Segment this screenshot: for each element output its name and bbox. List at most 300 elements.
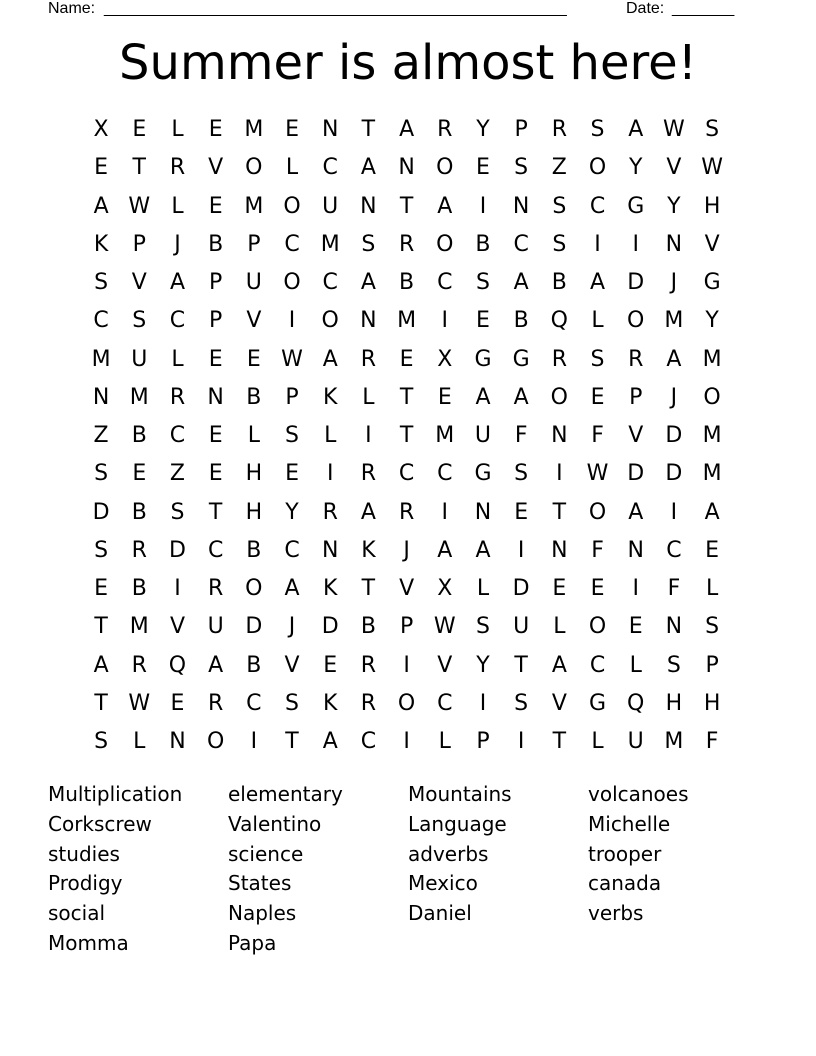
grid-letter[interactable]: N	[474, 499, 492, 525]
grid-letter[interactable]: L	[629, 652, 642, 678]
grid-letter[interactable]: K	[323, 690, 338, 716]
grid-letter[interactable]: B	[131, 499, 147, 525]
grid-letter[interactable]: B	[399, 270, 415, 295]
grid-letter[interactable]: P	[132, 231, 146, 257]
grid-letter[interactable]: R	[398, 231, 415, 257]
grid-letter[interactable]: Y	[628, 155, 643, 181]
grid-letter[interactable]: S	[475, 614, 490, 640]
grid-letter[interactable]: L	[133, 729, 146, 754]
grid-letter[interactable]: T	[94, 690, 108, 716]
grid-letter[interactable]: I	[517, 729, 525, 754]
grid-letter[interactable]: A	[360, 155, 376, 181]
word-list-item: Mexico	[408, 871, 478, 896]
grid-letter[interactable]: H	[245, 499, 263, 525]
grid-letter[interactable]: C	[437, 461, 453, 487]
grid-letter[interactable]: A	[628, 499, 644, 525]
grid-letter[interactable]: X	[437, 576, 453, 601]
grid-letter[interactable]: J	[403, 537, 410, 563]
word-list-item	[588, 929, 768, 959]
grid-letter[interactable]: W	[128, 690, 151, 716]
grid-letter[interactable]: O	[245, 155, 263, 181]
grid-letter[interactable]: E	[285, 117, 299, 142]
grid-letter[interactable]: S	[514, 155, 529, 181]
grid-letter[interactable]: A	[551, 652, 567, 678]
word-list-item: Language	[408, 811, 507, 836]
grid-letter[interactable]: T	[399, 193, 414, 219]
grid-letter[interactable]: O	[703, 384, 721, 410]
grid-letter[interactable]: E	[94, 155, 109, 181]
grid-letter[interactable]: O	[627, 308, 645, 334]
grid-letter[interactable]: R	[360, 346, 377, 372]
grid-letter[interactable]: E	[628, 614, 643, 640]
grid-letter[interactable]: R	[169, 155, 186, 181]
grid-letter[interactable]: C	[589, 193, 606, 219]
grid-letter[interactable]: T	[285, 729, 299, 754]
grid-letter[interactable]: U	[207, 614, 224, 640]
grid-letter[interactable]: I	[441, 308, 449, 334]
grid-letter[interactable]: A	[284, 576, 300, 601]
grid-letter[interactable]: O	[550, 384, 568, 410]
grid-letter[interactable]: L	[285, 155, 299, 181]
grid-letter[interactable]: E	[590, 576, 605, 601]
grid-letter[interactable]: O	[436, 155, 454, 181]
grid-letter[interactable]: T	[361, 117, 376, 142]
grid-letter[interactable]: I	[479, 193, 487, 219]
grid-letter[interactable]: T	[552, 499, 567, 525]
grid-letter[interactable]: V	[131, 270, 147, 295]
grid-letter[interactable]: T	[94, 614, 108, 640]
grid-letter[interactable]: N	[627, 537, 644, 563]
grid-letter[interactable]: P	[247, 231, 261, 257]
grid-letter[interactable]: F	[705, 729, 719, 754]
grid-letter[interactable]: S	[590, 346, 605, 372]
grid-letter[interactable]: W	[281, 346, 303, 372]
grid-letter[interactable]: T	[399, 423, 414, 448]
grid-letter[interactable]: E	[132, 117, 147, 142]
grid-letter[interactable]: E	[208, 117, 223, 142]
grid-letter[interactable]: K	[323, 576, 338, 601]
grid-letter[interactable]: D	[665, 461, 683, 487]
grid-letter[interactable]: L	[171, 193, 184, 219]
grid-letter[interactable]: C	[207, 537, 224, 563]
grid-letter[interactable]: T	[361, 576, 376, 601]
grid-letter[interactable]: T	[514, 652, 528, 678]
grid-letter[interactable]: O	[321, 308, 339, 334]
grid-letter[interactable]: N	[665, 614, 683, 640]
grid-letter[interactable]: N	[398, 155, 415, 181]
grid-letter[interactable]: S	[285, 690, 300, 716]
grid-letter[interactable]: E	[170, 690, 185, 716]
grid-letter[interactable]: E	[208, 193, 223, 219]
grid-letter[interactable]: C	[169, 308, 186, 334]
grid-letter[interactable]: P	[705, 652, 719, 678]
grid-letter[interactable]: L	[591, 308, 604, 334]
grid-letter[interactable]: M	[129, 384, 149, 410]
grid-letter[interactable]: F	[667, 576, 681, 601]
grid-letter[interactable]: M	[91, 346, 111, 372]
grid-letter[interactable]: S	[590, 117, 605, 142]
grid-letter[interactable]: P	[209, 308, 223, 334]
grid-letter[interactable]: F	[591, 537, 604, 563]
grid-letter[interactable]: I	[174, 576, 181, 601]
grid-letter[interactable]: A	[475, 537, 491, 563]
grid-letter[interactable]: V	[169, 614, 185, 640]
grid-letter[interactable]: M	[664, 729, 684, 754]
grid-letter[interactable]: G	[589, 690, 607, 716]
grid-letter[interactable]: L	[324, 423, 337, 448]
grid-letter[interactable]: S	[94, 461, 109, 487]
grid-letter[interactable]: A	[93, 193, 109, 219]
grid-letter[interactable]: N	[512, 193, 530, 219]
grid-letter[interactable]: F	[591, 423, 604, 448]
grid-letter[interactable]: V	[399, 576, 415, 601]
grid-letter[interactable]: P	[476, 729, 490, 754]
grid-letter[interactable]: E	[208, 346, 223, 372]
grid-letter[interactable]: U	[627, 729, 644, 754]
grid-letter[interactable]: O	[245, 576, 263, 601]
grid-letter[interactable]: A	[437, 193, 453, 219]
grid-letter[interactable]: P	[629, 384, 643, 410]
grid-letter[interactable]: H	[245, 461, 263, 487]
grid-letter[interactable]: E	[323, 652, 338, 678]
grid-letter[interactable]: S	[552, 193, 567, 219]
grid-letter[interactable]: R	[169, 384, 186, 410]
grid-letter[interactable]: E	[476, 155, 490, 181]
grid-letter[interactable]: S	[170, 499, 185, 525]
grid-letter[interactable]: X	[93, 117, 109, 142]
grid-letter[interactable]: R	[131, 537, 147, 563]
grid-letter[interactable]: I	[403, 652, 410, 678]
word-list-item: Corkscrew	[48, 811, 152, 836]
grid-letter[interactable]: S	[514, 690, 529, 716]
grid-letter[interactable]: P	[209, 270, 223, 295]
grid-letter[interactable]: I	[594, 231, 601, 257]
grid-letter[interactable]: D	[627, 270, 645, 295]
grid-letter[interactable]: N	[360, 308, 377, 334]
grid-letter[interactable]: A	[360, 499, 376, 525]
grid-letter[interactable]: J	[288, 614, 296, 640]
grid-letter[interactable]: A	[322, 346, 338, 372]
grid-letter[interactable]: I	[670, 499, 678, 525]
grid-letter[interactable]: I	[441, 499, 449, 525]
grid-letter[interactable]: R	[628, 346, 644, 372]
grid-letter[interactable]: Y	[285, 499, 299, 525]
grid-letter[interactable]: L	[247, 423, 260, 448]
grid-letter[interactable]: G	[474, 461, 492, 487]
grid-letter[interactable]: N	[169, 729, 186, 754]
grid-letter[interactable]: B	[475, 231, 491, 257]
grid-letter[interactable]: K	[323, 384, 338, 410]
grid-letter[interactable]: I	[517, 537, 525, 563]
grid-letter[interactable]: S	[94, 270, 109, 295]
grid-letter[interactable]: N	[321, 117, 339, 142]
grid-letter[interactable]: C	[360, 729, 377, 754]
grid-letter[interactable]: T	[132, 155, 146, 181]
grid-letter[interactable]: A	[704, 499, 720, 525]
grid-letter[interactable]: H	[703, 193, 721, 219]
grid-letter[interactable]: B	[131, 576, 147, 601]
word-list-item: Michelle	[588, 811, 671, 836]
grid-letter[interactable]: N	[92, 384, 110, 410]
grid-letter[interactable]: C	[322, 155, 338, 181]
grid-letter[interactable]: E	[399, 346, 414, 372]
grid-letter[interactable]: I	[288, 308, 296, 334]
grid-letter[interactable]: C	[589, 652, 606, 678]
grid-letter[interactable]: Y	[476, 117, 490, 142]
grid-letter[interactable]: V	[551, 690, 567, 716]
grid-letter[interactable]: U	[131, 346, 148, 372]
grid-letter[interactable]: K	[361, 537, 376, 563]
grid-letter[interactable]: V	[628, 423, 644, 448]
grid-letter[interactable]: N	[665, 231, 683, 257]
word-list-item: States	[228, 871, 292, 896]
grid-letter[interactable]: C	[246, 690, 262, 716]
grid-letter[interactable]: B	[513, 308, 529, 334]
word-list-item	[408, 929, 588, 959]
grid-letter[interactable]: E	[208, 423, 223, 448]
grid-letter[interactable]: A	[628, 117, 644, 142]
grid-letter[interactable]: V	[437, 652, 453, 678]
grid-letter[interactable]: R	[551, 346, 567, 372]
grid-letter[interactable]: Y	[705, 308, 719, 334]
grid-letter[interactable]: S	[94, 729, 109, 754]
grid-letter[interactable]: L	[171, 117, 184, 142]
grid-letter[interactable]: D	[245, 614, 263, 640]
name-label: Name:	[48, 0, 96, 17]
grid-letter[interactable]: O	[397, 690, 416, 716]
grid-letter[interactable]: T	[208, 499, 223, 525]
grid-letter[interactable]: M	[702, 461, 722, 487]
grid-letter[interactable]: S	[705, 117, 720, 142]
grid-letter[interactable]: A	[93, 652, 109, 678]
grid-letter[interactable]: C	[284, 231, 300, 257]
grid-letter[interactable]: P	[285, 384, 299, 410]
grid-letter[interactable]: M	[129, 614, 149, 640]
grid-letter[interactable]: C	[93, 308, 109, 334]
grid-letter[interactable]: S	[666, 652, 681, 678]
grid-letter[interactable]: U	[245, 270, 262, 295]
word-list-item: Papa	[228, 930, 277, 955]
grid-letter[interactable]: M	[244, 193, 264, 219]
grid-letter[interactable]: C	[169, 423, 186, 448]
grid-letter[interactable]: S	[475, 270, 490, 295]
grid-letter[interactable]: E	[94, 576, 109, 601]
grid-letter[interactable]: O	[588, 499, 607, 525]
grid-letter[interactable]: R	[551, 117, 567, 142]
grid-letter[interactable]: B	[246, 652, 262, 678]
grid-letter[interactable]: X	[437, 346, 453, 372]
grid-letter[interactable]: W	[701, 155, 723, 181]
grid-letter[interactable]: Z	[93, 423, 109, 448]
grid-letter[interactable]: B	[246, 537, 262, 563]
grid-letter[interactable]: D	[627, 461, 645, 487]
grid-letter[interactable]: O	[588, 614, 607, 640]
grid-letter[interactable]: L	[705, 576, 719, 601]
grid-letter[interactable]: U	[322, 193, 339, 219]
grid-letter[interactable]: M	[244, 117, 264, 142]
grid-letter[interactable]: O	[436, 231, 454, 257]
grid-letter[interactable]: S	[552, 231, 567, 257]
grid-letter[interactable]: I	[556, 461, 563, 487]
grid-letter[interactable]: D	[168, 537, 186, 563]
grid-letter[interactable]: G	[474, 346, 492, 372]
grid-letter[interactable]: L	[553, 614, 566, 640]
grid-letter[interactable]: C	[437, 690, 453, 716]
grid-letter[interactable]: R	[208, 690, 224, 716]
grid-letter[interactable]: Q	[168, 652, 187, 678]
grid-letter[interactable]: B	[551, 270, 567, 295]
grid-letter[interactable]: I	[632, 231, 639, 257]
grid-letter[interactable]: A	[590, 270, 606, 295]
grid-letter[interactable]: N	[551, 537, 568, 563]
grid-letter[interactable]: I	[479, 690, 487, 716]
grid-letter[interactable]: N	[360, 193, 377, 219]
grid-letter[interactable]: L	[438, 729, 451, 754]
grid-letter[interactable]: I	[403, 729, 410, 754]
grid-letter[interactable]: O	[206, 729, 225, 754]
grid-letter[interactable]: R	[437, 117, 453, 142]
grid-letter[interactable]: W	[586, 461, 609, 487]
grid-letter[interactable]: A	[399, 117, 415, 142]
grid-letter[interactable]: C	[666, 537, 682, 563]
grid-letter[interactable]: B	[208, 231, 224, 257]
grid-letter[interactable]: O	[283, 270, 301, 295]
grid-letter[interactable]: M	[320, 231, 340, 257]
grid-letter[interactable]: Q	[550, 308, 568, 334]
grid-letter[interactable]: S	[514, 461, 529, 487]
grid-letter[interactable]: E	[246, 346, 261, 372]
grid-letter[interactable]: A	[360, 270, 376, 295]
grid-letter[interactable]: M	[702, 423, 722, 448]
grid-letter[interactable]: T	[552, 729, 567, 754]
grid-letter[interactable]: R	[208, 576, 224, 601]
word-list	[48, 780, 768, 959]
grid-letter[interactable]: E	[514, 499, 529, 525]
grid-letter[interactable]: L	[171, 346, 184, 372]
grid-letter[interactable]: E	[590, 384, 605, 410]
grid-letter[interactable]: A	[513, 384, 529, 410]
grid-letter[interactable]: Z	[551, 155, 567, 181]
grid-letter[interactable]: C	[284, 537, 300, 563]
grid-letter[interactable]: E	[285, 461, 299, 487]
grid-letter[interactable]: A	[437, 537, 453, 563]
grid-letter[interactable]: N	[551, 423, 568, 448]
grid-letter[interactable]: B	[246, 384, 262, 410]
grid-letter[interactable]: V	[284, 652, 300, 678]
grid-letter[interactable]: N	[321, 537, 339, 563]
grid-letter[interactable]: C	[398, 461, 415, 487]
grid-letter[interactable]: M	[397, 308, 417, 334]
grid-letter[interactable]: B	[360, 614, 376, 640]
grid-letter[interactable]: E	[476, 308, 490, 334]
grid-letter[interactable]: I	[326, 461, 334, 487]
grid-letter[interactable]: W	[128, 193, 151, 219]
grid-letter[interactable]: L	[362, 384, 375, 410]
grid-letter[interactable]: J	[670, 270, 678, 295]
grid-letter[interactable]: L	[476, 576, 490, 601]
grid-letter[interactable]: A	[208, 652, 224, 678]
grid-letter[interactable]: U	[474, 423, 492, 448]
grid-letter[interactable]: M	[435, 423, 455, 448]
grid-letter[interactable]: I	[365, 423, 372, 448]
grid-letter[interactable]: E	[208, 461, 223, 487]
grid-letter[interactable]: S	[132, 308, 147, 334]
grid-letter[interactable]: W	[433, 614, 456, 640]
grid-letter[interactable]: R	[360, 461, 377, 487]
grid-letter[interactable]: S	[94, 537, 109, 563]
grid-letter[interactable]: G	[627, 193, 645, 219]
grid-letter[interactable]: Z	[169, 461, 185, 487]
grid-letter[interactable]: A	[169, 270, 185, 295]
grid-letter[interactable]: M	[702, 346, 722, 372]
grid-letter[interactable]: H	[665, 690, 683, 716]
grid-letter[interactable]: W	[663, 117, 685, 142]
grid-letter[interactable]: P	[399, 614, 414, 640]
grid-letter[interactable]: F	[514, 423, 528, 448]
grid-letter[interactable]: G	[703, 270, 721, 295]
grid-letter[interactable]: S	[285, 423, 300, 448]
grid-letter[interactable]: V	[704, 231, 720, 257]
grid-letter[interactable]: M	[664, 308, 684, 334]
grid-letter[interactable]: Q	[627, 690, 645, 716]
grid-letter[interactable]: G	[512, 346, 530, 372]
grid-letter[interactable]: P	[514, 117, 528, 142]
grid-letter[interactable]: R	[360, 652, 377, 678]
grid-letter[interactable]: E	[132, 461, 147, 487]
grid-letter[interactable]: D	[665, 423, 683, 448]
grid-letter[interactable]: R	[398, 499, 415, 525]
grid-letter[interactable]: D	[92, 499, 110, 525]
grid-letter[interactable]: A	[513, 270, 529, 295]
grid-letter[interactable]: A	[666, 346, 682, 372]
grid-letter[interactable]: S	[361, 231, 376, 257]
grid-letter[interactable]: N	[207, 384, 224, 410]
grid-letter[interactable]: O	[588, 155, 607, 181]
grid-letter[interactable]: E	[705, 537, 720, 563]
grid-letter[interactable]: L	[591, 729, 604, 754]
grid-letter[interactable]: E	[437, 384, 452, 410]
grid-letter[interactable]: E	[552, 576, 567, 601]
grid-letter[interactable]: O	[283, 193, 301, 219]
grid-letter[interactable]: J	[670, 384, 678, 410]
word-list-item: Momma	[48, 930, 129, 955]
grid-letter[interactable]: U	[513, 614, 530, 640]
grid-letter[interactable]: C	[322, 270, 338, 295]
grid-letter[interactable]: C	[513, 231, 529, 257]
grid-letter[interactable]: Y	[476, 652, 490, 678]
grid-letter[interactable]: C	[437, 270, 453, 295]
grid-letter[interactable]: Y	[667, 193, 681, 219]
grid-letter[interactable]: R	[322, 499, 338, 525]
grid-letter[interactable]: V	[666, 155, 682, 181]
grid-letter[interactable]: S	[705, 614, 720, 640]
grid-letter[interactable]: B	[131, 423, 147, 448]
grid-letter[interactable]: A	[322, 729, 338, 754]
grid-letter[interactable]: R	[360, 690, 377, 716]
grid-letter[interactable]: D	[321, 614, 339, 640]
grid-letter[interactable]: A	[475, 384, 491, 410]
grid-letter[interactable]: V	[246, 308, 262, 334]
grid-letter[interactable]: I	[250, 729, 258, 754]
grid-letter[interactable]: D	[512, 576, 530, 601]
grid-letter[interactable]: K	[93, 231, 109, 257]
grid-letter[interactable]: V	[208, 155, 224, 181]
grid-letter[interactable]: I	[632, 576, 639, 601]
grid-letter[interactable]: H	[703, 690, 721, 716]
grid-letter[interactable]: J	[174, 231, 181, 257]
grid-letter[interactable]: T	[399, 384, 414, 410]
grid-letter[interactable]: R	[131, 652, 147, 678]
